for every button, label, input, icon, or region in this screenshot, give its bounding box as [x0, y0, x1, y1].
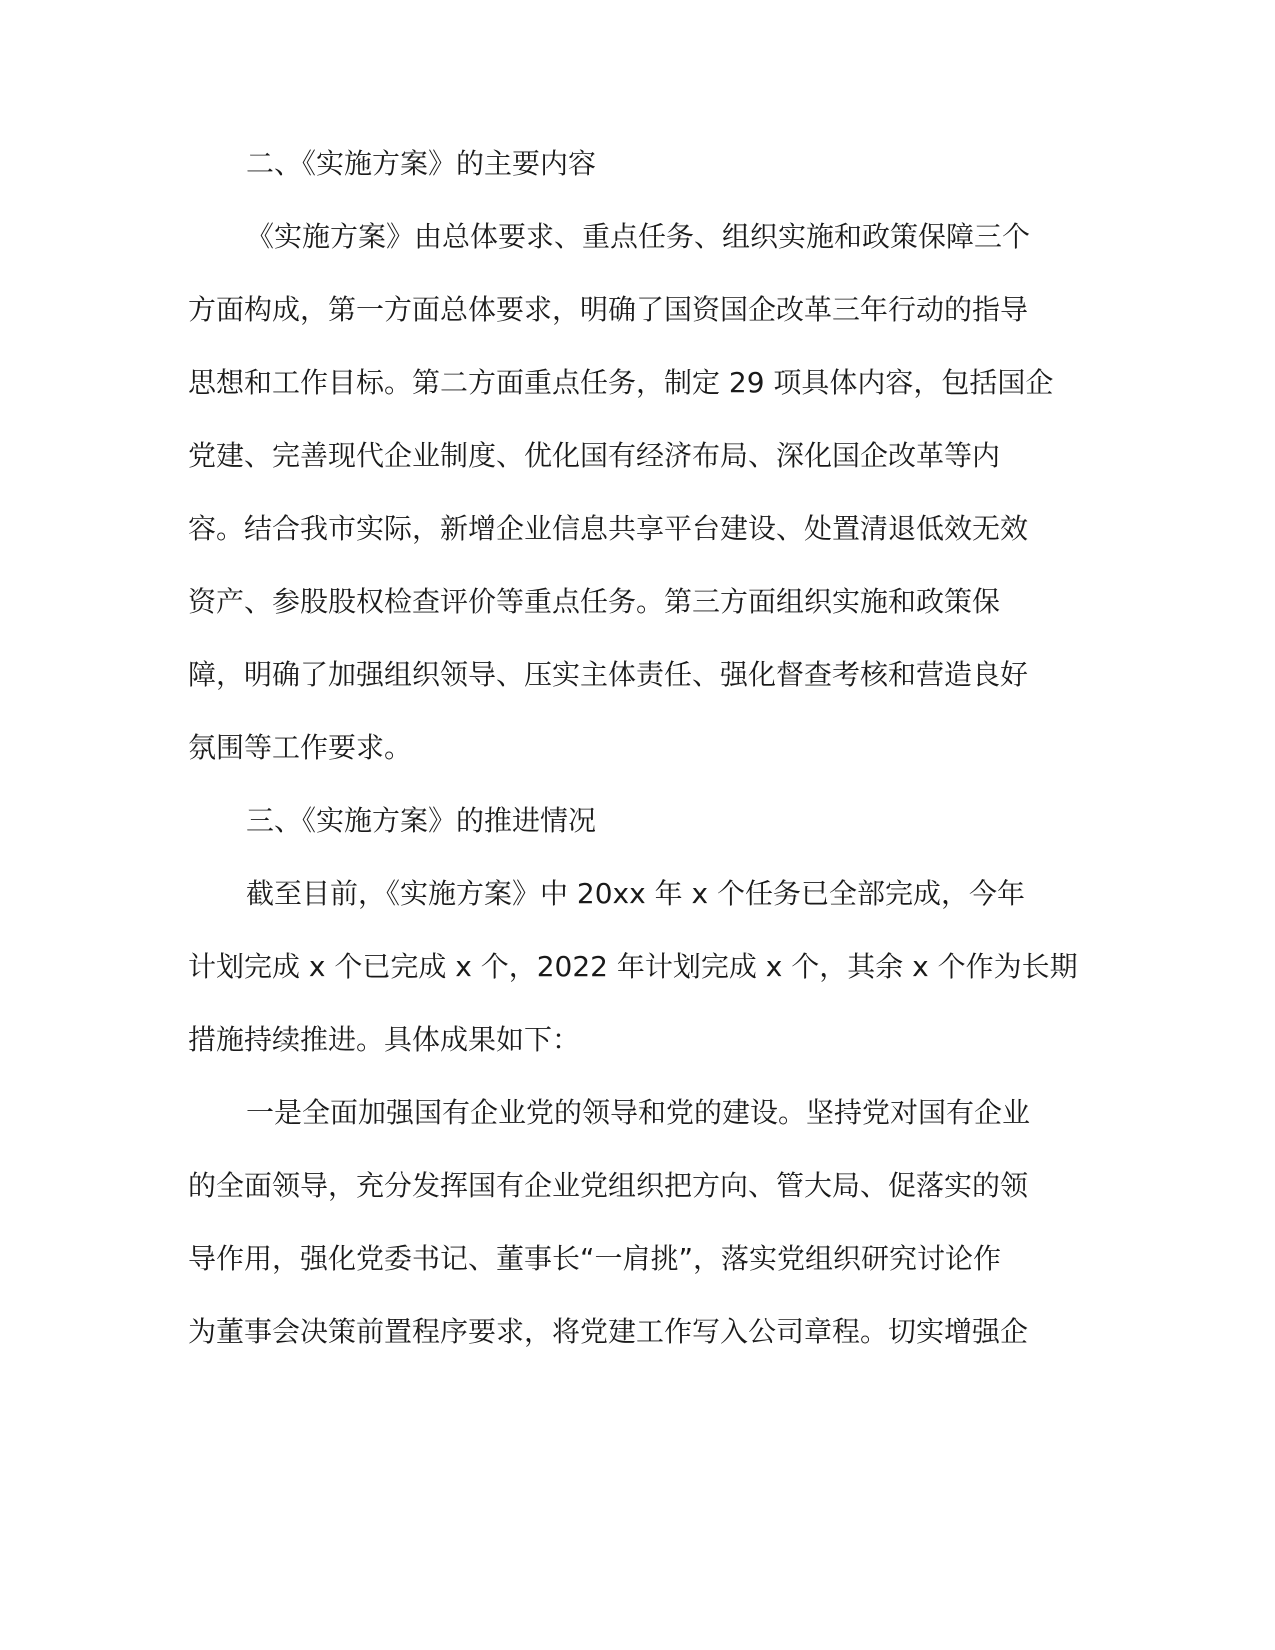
paragraph-line: 措施持续推进。具体成果如下： [188, 1023, 581, 1056]
paragraph-line: 一是全面加强国有企业党的领导和党的建设。坚持党对国有企业 [246, 1096, 1031, 1129]
paragraph-line: 障，明确了加强组织领导、压实主体责任、强化督查考核和营造良好 [188, 658, 1029, 691]
paragraph-line: 导作用，强化党委书记、董事长“一肩挑”，落实党组织研究讨论作 [188, 1242, 1002, 1275]
paragraph-line: 计划完成 x 个已完成 x 个，2022 年计划完成 x 个，其余 x 个作为长期 [188, 950, 1078, 983]
paragraph-line: 为董事会决策前置程序要求，将党建工作写入公司章程。切实增强企 [188, 1315, 1029, 1348]
paragraph-line: 方面构成，第一方面总体要求，明确了国资国企改革三年行动的指导 [188, 293, 1029, 326]
paragraph-line: 资产、参股股权检查评价等重点任务。第三方面组织实施和政策保 [188, 585, 1001, 618]
paragraph-line: 《实施方案》由总体要求、重点任务、组织实施和政策保障三个 [246, 220, 1031, 253]
paragraph-line: 容。结合我市实际，新增企业信息共享平台建设、处置清退低效无效 [188, 512, 1029, 545]
heading-section-two: 二、《实施方案》的主要内容 [246, 147, 597, 180]
paragraph-line: 思想和工作目标。第二方面重点任务，制定 29 项具体内容，包括国企 [188, 366, 1054, 399]
paragraph-line: 的全面领导，充分发挥国有企业党组织把方向、管大局、促落实的领 [188, 1169, 1029, 1202]
paragraph-line: 党建、完善现代企业制度、优化国有经济布局、深化国企改革等内 [188, 439, 1001, 472]
paragraph-line: 氛围等工作要求。 [188, 731, 413, 764]
heading-section-three: 三、《实施方案》的推进情况 [246, 804, 597, 837]
paragraph-line: 截至目前，《实施方案》中 20xx 年 x 个任务已全部完成，今年 [246, 877, 1025, 910]
